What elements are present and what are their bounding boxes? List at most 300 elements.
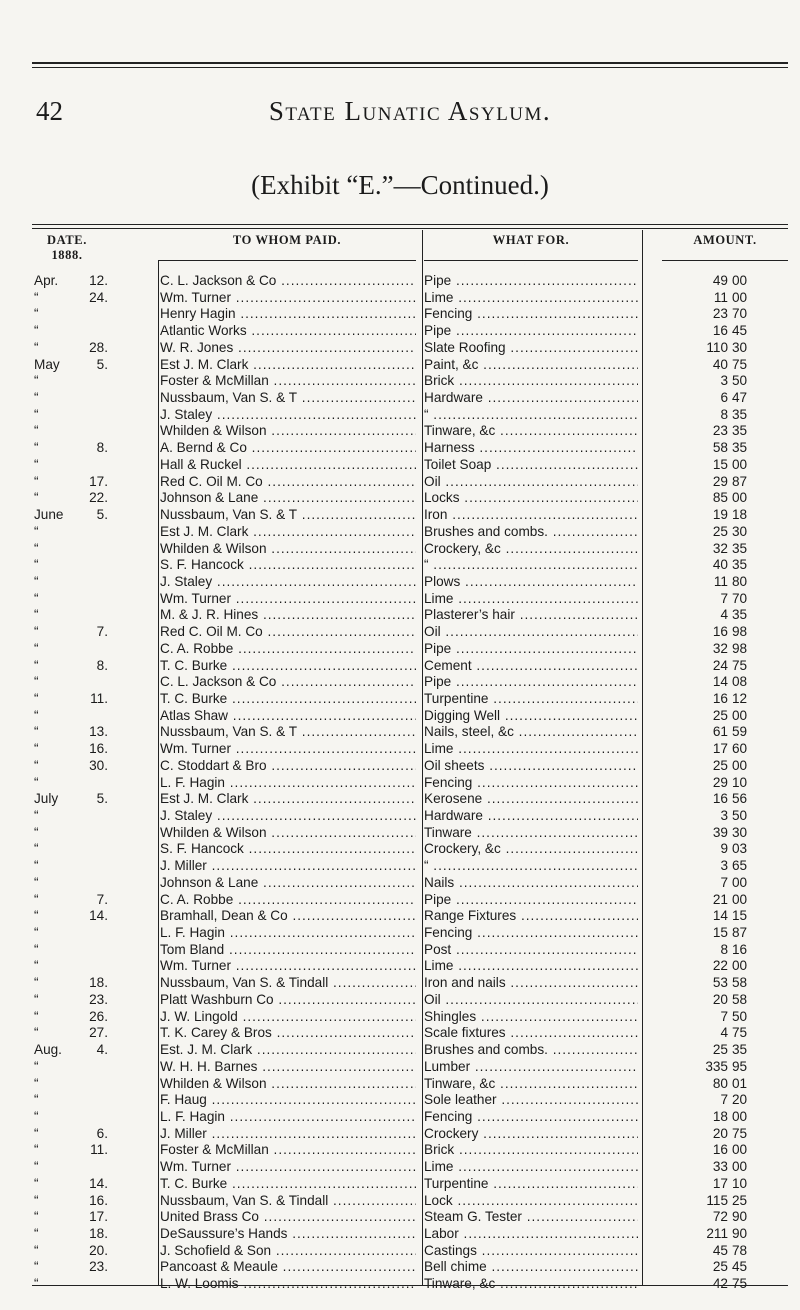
amount-cents-cell: 15 — [732, 908, 748, 924]
table-top-rule-inner — [32, 228, 788, 229]
date-month-cell: “ — [34, 858, 39, 874]
amount-cents-cell: 90 — [732, 1225, 748, 1241]
payee-cell: Red C. Oil M. Co ..... — [160, 474, 416, 491]
amount-cents-cell: 50 — [732, 373, 748, 389]
date-month-cell: “ — [34, 624, 39, 640]
payee-cell: J. Miller ..... — [160, 858, 416, 875]
what-for-cell: Brushes and combs. ..... — [424, 524, 638, 541]
date-day-cell: 6. — [96, 1125, 108, 1141]
payee-cell: A. Bernd & Co ..... — [160, 440, 416, 457]
date-day-cell: 4. — [96, 1042, 108, 1058]
date-month-cell: “ — [34, 757, 39, 773]
amount-dollars-cell: 29 — [712, 473, 728, 489]
date-month-cell: “ — [34, 824, 39, 840]
payee-cell: Henry Hagin ..... — [160, 306, 416, 323]
date-month-cell: “ — [34, 640, 39, 656]
table-row — [32, 1042, 788, 1059]
header-year: 1888. — [51, 248, 83, 262]
table-row — [32, 440, 788, 457]
payee-cell: C. L. Jackson & Co ..... — [160, 273, 416, 290]
amount-cents-cell: 18 — [732, 507, 748, 523]
what-for-cell: Fencing ..... — [424, 925, 638, 942]
date-day-cell: 17. — [89, 1209, 108, 1225]
table-row — [32, 357, 788, 374]
amount-dollars-cell: 42 — [712, 1276, 728, 1292]
table-row — [32, 390, 788, 407]
date-day-cell: 20. — [89, 1242, 108, 1258]
date-day-cell: 7. — [96, 891, 108, 907]
date-month-cell: “ — [34, 724, 39, 740]
date-day-cell: 26. — [89, 1008, 108, 1024]
date-month-cell: “ — [34, 607, 39, 623]
payee-cell: Nussbaum, Van S. & Tindall ..... — [160, 1193, 416, 1210]
table-row — [32, 273, 788, 290]
amount-cents-cell: 45 — [732, 323, 748, 339]
exhibit-title: (Exhibit “E.”—Continued.) — [251, 170, 549, 200]
what-for-cell: Oil sheets ..... — [424, 758, 638, 775]
amount-cents-cell: 30 — [732, 824, 748, 840]
amount-dollars-cell: 40 — [712, 557, 728, 573]
payee-cell: Est J. M. Clark ..... — [160, 524, 416, 541]
payee-cell: Whilden & Wilson ..... — [160, 423, 416, 440]
table-row — [32, 574, 788, 591]
amount-cents-cell: 87 — [732, 925, 748, 941]
table-row — [32, 457, 788, 474]
date-month-cell: “ — [34, 1008, 39, 1024]
amount-cents-cell: 75 — [732, 356, 748, 372]
table-row — [32, 775, 788, 792]
amount-dollars-cell: 3 — [720, 373, 728, 389]
amount-dollars-cell: 4 — [720, 607, 728, 623]
table-row — [32, 791, 788, 808]
table-row — [32, 708, 788, 725]
amount-cents-cell: 20 — [732, 1092, 748, 1108]
date-day-cell: 22. — [89, 490, 108, 506]
table-row — [32, 340, 788, 357]
date-day-cell: 14. — [89, 908, 108, 924]
date-month-cell: “ — [34, 908, 39, 924]
amount-cents-cell: 30 — [732, 339, 748, 355]
date-month-cell: “ — [34, 958, 39, 974]
payee-cell: Whilden & Wilson ..... — [160, 825, 416, 842]
amount-dollars-cell: 11 — [713, 573, 728, 589]
amount-dollars-cell: 6 — [720, 390, 728, 406]
header-rule-what — [424, 260, 638, 261]
amount-dollars-cell: 15 — [712, 456, 728, 472]
date-month-cell: “ — [34, 440, 39, 456]
page-number: 42 — [36, 96, 63, 126]
amount-dollars-cell: 4 — [720, 1025, 728, 1041]
payee-cell: Wm. Turner ..... — [160, 741, 416, 758]
table-row — [32, 306, 788, 323]
payee-cell: Est J. M. Clark ..... — [160, 357, 416, 374]
date-month-cell: “ — [34, 674, 39, 690]
date-month-cell: “ — [34, 456, 39, 472]
amount-dollars-cell: 15 — [712, 925, 728, 941]
table-row — [32, 423, 788, 440]
amount-dollars-cell: 211 — [706, 1225, 728, 1241]
what-for-cell: Lime ..... — [424, 958, 638, 975]
amount-cents-cell: 25 — [732, 1192, 748, 1208]
amount-dollars-cell: 25 — [712, 707, 728, 723]
table-row — [32, 808, 788, 825]
what-for-cell: Hardware ..... — [424, 390, 638, 407]
date-day-cell: 23. — [89, 1259, 108, 1275]
payee-cell: J. Staley ..... — [160, 407, 416, 424]
table-row — [32, 691, 788, 708]
table-row — [32, 507, 788, 524]
table-row — [32, 1109, 788, 1126]
amount-dollars-cell: 7 — [720, 1008, 728, 1024]
amount-dollars-cell: 32 — [712, 640, 728, 656]
what-for-cell: Fencing ..... — [424, 306, 638, 323]
date-day-cell: 23. — [89, 991, 108, 1007]
what-for-cell: Lock ..... — [424, 1193, 638, 1210]
amount-dollars-cell: 58 — [712, 440, 728, 456]
payee-cell: Tom Bland ..... — [160, 942, 416, 959]
amount-dollars-cell: 25 — [712, 523, 728, 539]
payee-cell: Johnson & Lane ..... — [160, 875, 416, 892]
amount-cents-cell: 00 — [732, 456, 748, 472]
amount-cents-cell: 75 — [732, 1125, 748, 1141]
header-payee: TO WHOM PAID. — [232, 233, 342, 247]
amount-cents-cell: 00 — [732, 1108, 748, 1124]
date-month-cell: “ — [34, 1142, 39, 1158]
table-row — [32, 1009, 788, 1026]
date-month-cell: “ — [34, 373, 39, 389]
amount-cents-cell: 30 — [732, 523, 748, 539]
date-day-cell: 18. — [89, 1225, 108, 1241]
what-for-cell: Toilet Soap ..... — [424, 457, 638, 474]
payee-cell: J. W. Lingold ..... — [160, 1009, 416, 1026]
amount-dollars-cell: 33 — [712, 1159, 728, 1175]
amount-dollars-cell: 23 — [712, 306, 728, 322]
amount-cents-cell: 95 — [732, 1058, 748, 1074]
table-row — [32, 875, 788, 892]
amount-dollars-cell: 25 — [712, 1042, 728, 1058]
header-what: WHAT FOR. — [492, 233, 570, 247]
date-day-cell: 11. — [90, 1142, 108, 1158]
amount-cents-cell: 35 — [732, 423, 748, 439]
table-row — [32, 1025, 788, 1042]
payee-cell: J. Staley ..... — [160, 808, 416, 825]
payee-cell: C. L. Jackson & Co ..... — [160, 674, 416, 691]
table-row — [32, 407, 788, 424]
table-row — [32, 958, 788, 975]
table-row — [32, 1092, 788, 1109]
payee-cell: J. Miller ..... — [160, 1126, 416, 1143]
amount-dollars-cell: 85 — [712, 490, 728, 506]
what-for-cell: Tinware ..... — [424, 825, 638, 842]
payee-cell: T. C. Burke ..... — [160, 691, 416, 708]
amount-dollars-cell: 20 — [712, 991, 728, 1007]
amount-cents-cell: 98 — [732, 624, 748, 640]
date-day-cell: 27. — [89, 1025, 108, 1041]
amount-dollars-cell: 61 — [712, 724, 728, 740]
payee-cell: T. C. Burke ..... — [160, 658, 416, 675]
amount-cents-cell: 00 — [732, 289, 748, 305]
amount-cents-cell: 00 — [732, 757, 748, 773]
amount-dollars-cell: 7 — [720, 1092, 728, 1108]
table-row — [32, 557, 788, 574]
payee-cell: Wm. Turner ..... — [160, 591, 416, 608]
date-month-cell: “ — [34, 540, 39, 556]
date-month-cell: “ — [34, 289, 39, 305]
amount-dollars-cell: 7 — [720, 590, 728, 606]
payee-cell: Nussbaum, Van S. & T ..... — [160, 507, 416, 524]
table-row — [32, 825, 788, 842]
page-top-rule — [32, 62, 788, 64]
amount-cents-cell: 80 — [732, 573, 748, 589]
amount-dollars-cell: 29 — [712, 774, 728, 790]
what-for-cell: Iron and nails ..... — [424, 975, 638, 992]
what-for-cell: Hardware ..... — [424, 808, 638, 825]
table-row — [32, 1059, 788, 1076]
date-day-cell: 24. — [89, 289, 108, 305]
what-for-cell: Iron ..... — [424, 507, 638, 524]
date-month-cell: “ — [34, 774, 39, 790]
what-for-cell: Turpentine ..... — [424, 1176, 638, 1193]
what-for-cell: Castings ..... — [424, 1243, 638, 1260]
date-day-cell: 16. — [89, 741, 108, 757]
amount-cents-cell: 00 — [732, 891, 748, 907]
what-for-cell: Tinware, &c ..... — [424, 1276, 638, 1293]
payee-cell: Nussbaum, Van S. & Tindall ..... — [160, 975, 416, 992]
what-for-cell: Lime ..... — [424, 1159, 638, 1176]
table-row — [32, 892, 788, 909]
payee-cell: T. C. Burke ..... — [160, 1176, 416, 1193]
date-month-cell: “ — [34, 1058, 39, 1074]
amount-cents-cell: 00 — [732, 1159, 748, 1175]
payee-cell: Wm. Turner ..... — [160, 958, 416, 975]
payee-cell: Atlantic Works ..... — [160, 323, 416, 340]
table-row — [32, 1126, 788, 1143]
date-month-cell: Aug. — [34, 1042, 62, 1058]
table-row — [32, 658, 788, 675]
amount-dollars-cell: 17 — [712, 741, 728, 757]
what-for-cell: Nails, steel, &c ..... — [424, 724, 638, 741]
what-for-cell: “ ..... — [424, 858, 638, 875]
date-day-cell: 5. — [96, 791, 108, 807]
date-month-cell: “ — [34, 1025, 39, 1041]
date-month-cell: July — [34, 791, 59, 807]
amount-cents-cell: 03 — [732, 841, 748, 857]
payee-cell: F. Haug ..... — [160, 1092, 416, 1109]
payee-cell: L. F. Hagin ..... — [160, 1109, 416, 1126]
table-row — [32, 524, 788, 541]
table-row — [32, 641, 788, 658]
date-day-cell: 7. — [96, 624, 108, 640]
what-for-cell: Cement ..... — [424, 658, 638, 675]
date-month-cell: “ — [34, 975, 39, 991]
amount-cents-cell: 47 — [732, 390, 748, 406]
payee-cell: Bramhall, Dean & Co ..... — [160, 908, 416, 925]
amount-dollars-cell: 22 — [712, 958, 728, 974]
table-row — [32, 1259, 788, 1276]
date-day-cell: 8. — [96, 440, 108, 456]
table-row — [32, 373, 788, 390]
payee-cell: M. & J. R. Hines ..... — [160, 607, 416, 624]
date-day-cell: 17. — [89, 473, 108, 489]
date-month-cell: “ — [34, 557, 39, 573]
date-month-cell: “ — [34, 1175, 39, 1191]
amount-cents-cell: 00 — [732, 1142, 748, 1158]
date-month-cell: “ — [34, 473, 39, 489]
date-day-cell: 12. — [89, 273, 108, 288]
date-month-cell: “ — [34, 657, 39, 673]
payee-cell: L. F. Hagin ..... — [160, 775, 416, 792]
amount-dollars-cell: 115 — [706, 1192, 728, 1208]
amount-dollars-cell: 19 — [712, 507, 728, 523]
date-month-cell: June — [34, 507, 64, 523]
what-for-cell: Tinware, &c ..... — [424, 1076, 638, 1093]
what-for-cell: Oil ..... — [424, 624, 638, 641]
amount-dollars-cell: 16 — [712, 624, 728, 640]
amount-dollars-cell: 80 — [712, 1075, 728, 1091]
amount-cents-cell: 59 — [732, 724, 748, 740]
date-month-cell: “ — [34, 1159, 39, 1175]
table-row — [32, 741, 788, 758]
what-for-cell: Turpentine ..... — [424, 691, 638, 708]
amount-dollars-cell: 110 — [706, 339, 728, 355]
payee-cell: Est. J. M. Clark ..... — [160, 1042, 416, 1059]
amount-dollars-cell: 21 — [712, 891, 728, 907]
amount-cents-cell: 50 — [732, 1008, 748, 1024]
payee-cell: Red C. Oil M. Co ..... — [160, 624, 416, 641]
date-month-cell: “ — [34, 891, 39, 907]
amount-cents-cell: 10 — [732, 774, 748, 790]
payee-cell: L. W. Loomis ..... — [160, 1276, 416, 1293]
table-row — [32, 323, 788, 340]
amount-cents-cell: 75 — [732, 657, 748, 673]
date-day-cell: 5. — [96, 507, 108, 523]
amount-dollars-cell: 18 — [712, 1108, 728, 1124]
amount-cents-cell: 35 — [732, 406, 748, 422]
amount-cents-cell: 00 — [732, 874, 748, 890]
payee-cell: Hall & Ruckel ..... — [160, 457, 416, 474]
table-row — [32, 541, 788, 558]
table-row — [32, 942, 788, 959]
amount-cents-cell: 35 — [732, 607, 748, 623]
table-row — [32, 858, 788, 875]
what-for-cell: Lime ..... — [424, 290, 638, 307]
amount-dollars-cell: 20 — [712, 1125, 728, 1141]
amount-dollars-cell: 7 — [720, 874, 728, 890]
date-month-cell: “ — [34, 1209, 39, 1225]
date-month-cell: “ — [34, 523, 39, 539]
amount-dollars-cell: 39 — [712, 824, 728, 840]
payee-cell: Johnson & Lane ..... — [160, 490, 416, 507]
date-day-cell: 14. — [89, 1175, 108, 1191]
what-for-cell: Nails ..... — [424, 875, 638, 892]
table-row — [32, 1209, 788, 1226]
what-for-cell: Post ..... — [424, 942, 638, 959]
payee-cell: T. K. Carey & Bros ..... — [160, 1025, 416, 1042]
payee-cell: S. F. Hancock ..... — [160, 557, 416, 574]
amount-cents-cell: 60 — [732, 741, 748, 757]
what-for-cell: Locks ..... — [424, 490, 638, 507]
header-rule-amount — [662, 260, 788, 261]
what-for-cell: Crockery, &c ..... — [424, 541, 638, 558]
what-for-cell: “ ..... — [424, 407, 638, 424]
what-for-cell: Tinware, &c ..... — [424, 423, 638, 440]
date-month-cell: “ — [34, 741, 39, 757]
date-day-cell: 16. — [89, 1192, 108, 1208]
what-for-cell: Scale fixtures ..... — [424, 1025, 638, 1042]
amount-dollars-cell: 16 — [712, 1142, 728, 1158]
date-month-cell: “ — [34, 590, 39, 606]
payee-cell: C. A. Robbe ..... — [160, 892, 416, 909]
date-month-cell: “ — [34, 1242, 39, 1258]
amount-dollars-cell: 9 — [720, 841, 728, 857]
what-for-cell: Kerosene ..... — [424, 791, 638, 808]
amount-cents-cell: 12 — [732, 690, 748, 706]
amount-cents-cell: 56 — [732, 791, 748, 807]
payee-cell: S. F. Hancock ..... — [160, 841, 416, 858]
what-for-cell: Fencing ..... — [424, 775, 638, 792]
what-for-cell: Lime ..... — [424, 591, 638, 608]
payee-cell: J. Staley ..... — [160, 574, 416, 591]
amount-cents-cell: 50 — [732, 808, 748, 823]
what-for-cell: Pipe ..... — [424, 323, 638, 340]
what-for-cell: Slate Roofing ..... — [424, 340, 638, 357]
amount-dollars-cell: 16 — [712, 323, 728, 339]
amount-dollars-cell: 14 — [712, 908, 728, 924]
table-row — [32, 758, 788, 775]
what-for-cell: Digging Well ..... — [424, 708, 638, 725]
page-header — [32, 96, 788, 132]
table-row — [32, 724, 788, 741]
date-month-cell: “ — [34, 1259, 39, 1275]
amount-cents-cell: 70 — [732, 590, 748, 606]
table-row — [32, 1176, 788, 1193]
what-for-cell: “ ..... — [424, 557, 638, 574]
amount-dollars-cell: 49 — [712, 273, 728, 288]
date-day-cell: 11. — [90, 690, 108, 706]
amount-dollars-cell: 25 — [712, 757, 728, 773]
what-for-cell: Crockery ..... — [424, 1126, 638, 1143]
what-for-cell: Brick ..... — [424, 373, 638, 390]
what-for-cell: Labor ..... — [424, 1226, 638, 1243]
date-month-cell: “ — [34, 1092, 39, 1108]
amount-cents-cell: 75 — [732, 1025, 748, 1041]
payee-cell: C. Stoddart & Bro ..... — [160, 758, 416, 775]
amount-dollars-cell: 16 — [712, 690, 728, 706]
what-for-cell: Steam G. Tester ..... — [424, 1209, 638, 1226]
payee-cell: Wm. Turner ..... — [160, 290, 416, 307]
payee-cell: Atlas Shaw ..... — [160, 708, 416, 725]
what-for-cell: Harness ..... — [424, 440, 638, 457]
amount-dollars-cell: 8 — [720, 406, 728, 422]
date-month-cell: “ — [34, 1075, 39, 1091]
amount-dollars-cell: 72 — [712, 1209, 728, 1225]
date-month-cell: “ — [34, 390, 39, 406]
what-for-cell: Sole leather ..... — [424, 1092, 638, 1109]
what-for-cell: Plasterer’s hair ..... — [424, 607, 638, 624]
amount-dollars-cell: 14 — [712, 674, 728, 690]
date-month-cell: “ — [34, 707, 39, 723]
date-month-cell: “ — [34, 423, 39, 439]
table-row — [32, 607, 788, 624]
date-month-cell: “ — [34, 874, 39, 890]
amount-dollars-cell: 25 — [712, 1259, 728, 1275]
amount-cents-cell: 78 — [732, 1242, 748, 1258]
amount-cents-cell: 16 — [732, 941, 748, 957]
what-for-cell: Crockery, &c ..... — [424, 841, 638, 858]
amount-cents-cell: 75 — [732, 1276, 748, 1292]
table-row — [32, 1243, 788, 1260]
amount-cents-cell: 00 — [732, 490, 748, 506]
